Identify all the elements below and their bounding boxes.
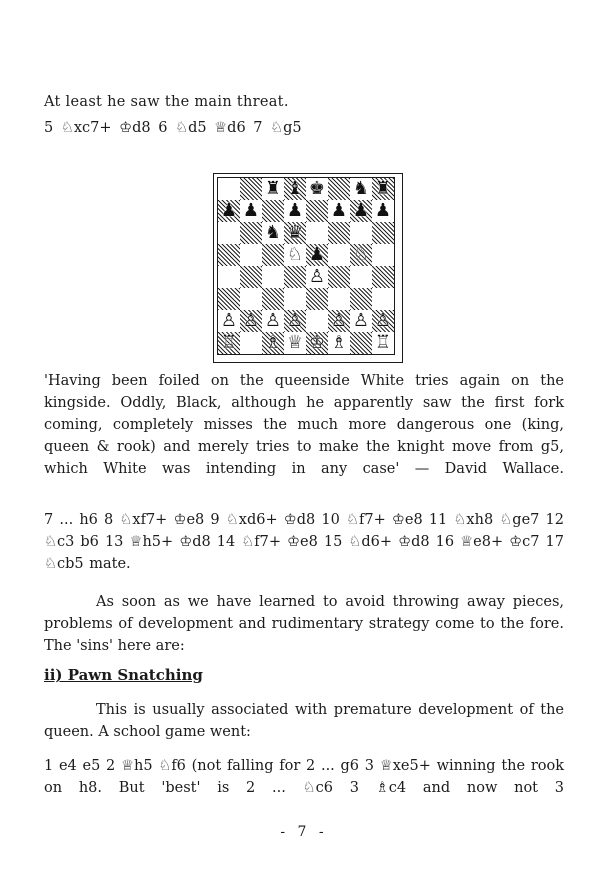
white-bishop-icon: ♗ [330, 332, 348, 353]
board-square [328, 178, 350, 200]
board-square [372, 288, 394, 310]
pawn-snatching-paragraph: This is usually associated with premature development of the queen. A school game went: [44, 702, 564, 740]
board-square [284, 200, 306, 222]
board-square [350, 178, 372, 200]
board-square [262, 222, 284, 244]
intro-sins-paragraph: As soon as we have learned to avoid throwing away pieces, problems of development and rudimentary strategy come to the fore. The 'sins' here are: [44, 594, 564, 654]
black-knight-icon: ♞ [264, 222, 282, 243]
board-square [284, 178, 306, 200]
board-square [240, 288, 262, 310]
black-pawn-icon: ♟ [242, 200, 260, 221]
chess-diagram [213, 173, 403, 363]
black-pawn-icon: ♟ [330, 200, 348, 221]
white-pawn-icon: ♙ [374, 310, 392, 331]
board-square [306, 310, 328, 332]
board-square [306, 178, 328, 200]
white-king-icon: ♔ [308, 332, 326, 353]
board-square [262, 200, 284, 222]
board-square [240, 266, 262, 288]
board-square [350, 244, 372, 266]
board-square [262, 310, 284, 332]
board-square [328, 222, 350, 244]
board-square [284, 222, 306, 244]
board-square [262, 288, 284, 310]
board-square [218, 222, 240, 244]
board-square [262, 244, 284, 266]
white-bishop-icon: ♗ [264, 332, 282, 353]
board-square [306, 332, 328, 354]
white-pawn-icon: ♙ [308, 266, 326, 287]
white-rook-icon: ♖ [220, 332, 238, 353]
board-square [372, 266, 394, 288]
black-pawn-icon: ♟ [374, 200, 392, 221]
board-square [284, 288, 306, 310]
board-square [328, 288, 350, 310]
board-square [218, 332, 240, 354]
board-square [372, 332, 394, 354]
white-pawn-icon: ♙ [330, 310, 348, 331]
white-pawn-icon: ♙ [264, 310, 282, 331]
board-square [240, 332, 262, 354]
black-pawn-icon: ♟ [220, 200, 238, 221]
board-square [284, 266, 306, 288]
board-square [306, 244, 328, 266]
board-square [218, 178, 240, 200]
moves-paragraph: 7 ... h6 8 ♘xf7+ ♔e8 9 ♘xd6+ ♔d8 10 ♘f7+ ♔e8 11 ♘xh8 ♘ge7 12 ♘c3 b6 13 ♕h5+ ♔d8 14 ♘f7+ ♔e8 15 ♘d6+ ♔d8 16 ♕e8+ ♔c7 17 ♘cb5 mate. [44, 512, 564, 572]
black-rook-icon: ♜ [264, 178, 282, 199]
board-square [328, 200, 350, 222]
board-square [262, 266, 284, 288]
black-pawn-icon: ♟ [308, 244, 326, 265]
board-square [350, 288, 372, 310]
black-pawn-icon: ♟ [352, 200, 370, 221]
board-square [218, 310, 240, 332]
board-square [284, 332, 306, 354]
board-square [218, 200, 240, 222]
white-pawn-icon: ♙ [242, 310, 260, 331]
board-square [262, 178, 284, 200]
board-square [262, 332, 284, 354]
white-knight-icon: ♘ [352, 244, 370, 265]
move-line: 5 ♘xc7+ ♔d8 6 ♘d5 ♕d6 7 ♘g5 [44, 120, 302, 136]
board-square [372, 244, 394, 266]
board-square [372, 222, 394, 244]
school-game-paragraph: 1 e4 e5 2 ♕h5 ♘f6 (not falling for 2 ... g6 3 ♕xe5+ winning the rook on h8. But 'best' is 2 ... ♘c6 3 ♗c4 and now not 3 [44, 758, 564, 796]
black-pawn-icon: ♟ [286, 200, 304, 221]
board-square [350, 266, 372, 288]
board-square [306, 288, 328, 310]
board-square [350, 332, 372, 354]
board-square [306, 266, 328, 288]
board-square [240, 200, 262, 222]
board-square [306, 222, 328, 244]
board-square [218, 244, 240, 266]
board-square [218, 266, 240, 288]
white-pawn-icon: ♙ [220, 310, 238, 331]
black-rook-icon: ♜ [374, 178, 392, 199]
board-square [328, 266, 350, 288]
white-knight-icon: ♘ [286, 244, 304, 265]
black-king-icon: ♚ [308, 178, 326, 199]
board-square [350, 310, 372, 332]
chess-board [217, 177, 395, 355]
black-bishop-icon: ♝ [286, 178, 304, 199]
white-rook-icon: ♖ [374, 332, 392, 353]
board-square [240, 222, 262, 244]
board-square [372, 178, 394, 200]
board-square [218, 288, 240, 310]
quote-paragraph: 'Having been foiled on the queenside White tries again on the kingside. Oddly, Black, although he apparently saw the first fork coming, completely misses the much more dangerous one (king, queen & rook) and merely tries to make the knight move from g5, which White was intending in any case' — David Wallace. [44, 373, 564, 477]
board-square [328, 310, 350, 332]
white-pawn-icon: ♙ [352, 310, 370, 331]
board-square [328, 244, 350, 266]
section-heading: ii) Pawn Snatching [44, 666, 203, 684]
board-square [284, 244, 306, 266]
board-square [372, 310, 394, 332]
board-square [240, 178, 262, 200]
white-queen-icon: ♕ [286, 332, 304, 353]
white-pawn-icon: ♙ [286, 310, 304, 331]
board-square [350, 200, 372, 222]
page-number: - 7 - [280, 824, 328, 840]
board-square [284, 310, 306, 332]
intro-line: At least he saw the main threat. [44, 94, 289, 110]
board-square [328, 332, 350, 354]
board-square [240, 244, 262, 266]
black-queen-icon: ♛ [286, 222, 304, 243]
board-square [240, 310, 262, 332]
board-square [306, 200, 328, 222]
board-square [372, 200, 394, 222]
board-square [350, 222, 372, 244]
black-knight-icon: ♞ [352, 178, 370, 199]
